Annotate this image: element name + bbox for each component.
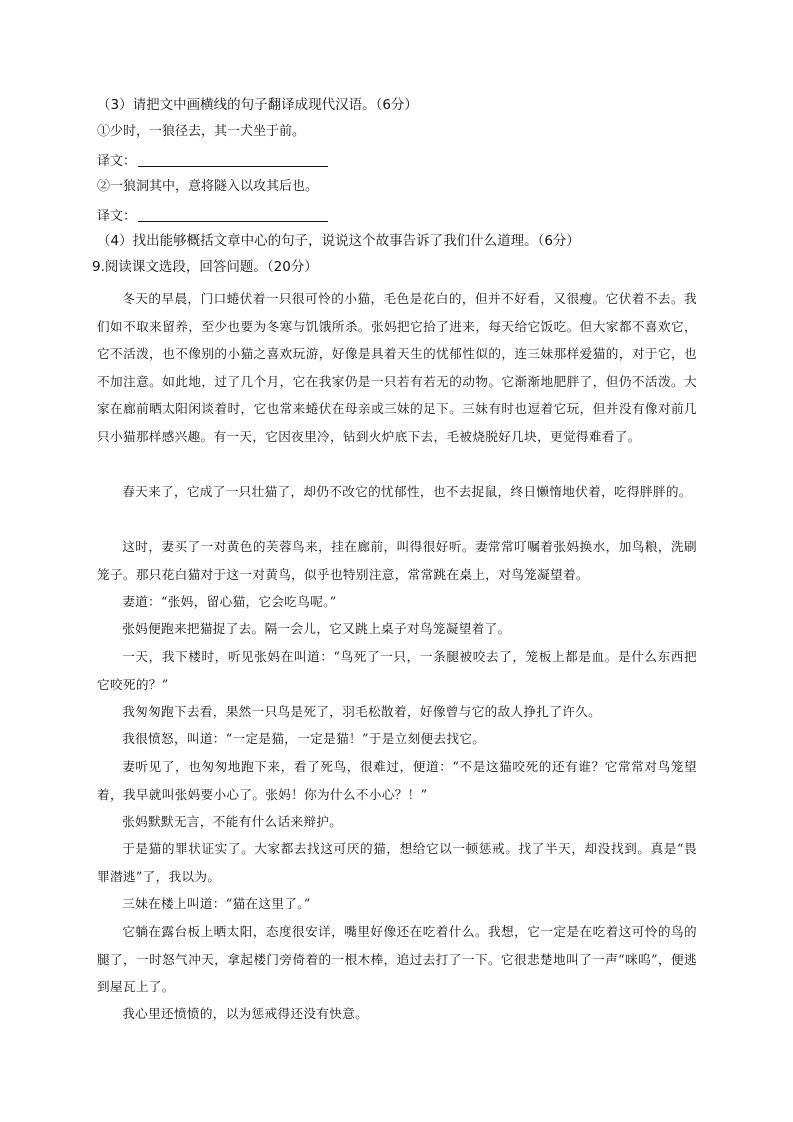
question-3-item-2: ②一狼洞其中，意将隧入以攻其后也。 [97,179,319,194]
passage-paragraph: 妻听见了，也匆匆地跑下来，看了死鸟，很难过，便道：“不是这猫咬死的还有谁？它常常对鸟笼望着，我早就叫张妈要小心了。张妈！你为什么不小心？！” [97,759,697,802]
question-9-prompt: 9.阅读课文选段，回答问题。（20分） [92,259,318,275]
translation-line-2 [97,207,697,225]
translation-label: 译文： [97,209,137,224]
passage-paragraph: 这时，妻买了一对黄色的芙蓉鸟来，挂在廊前，叫得很好听。妻常常叮嘱着张妈换水，加鸟粮，洗刷笼子。那只花白猫对于这一对黄鸟，似乎也特别注意，常常跳在桌上，对鸟笼凝望着。 [97,539,697,582]
passage-paragraph: 一天，我下楼时，听见张妈在叫道：“鸟死了一只，一条腿被咬去了，笼板上都是血。是什么东西把它咬死的？” [97,649,697,692]
question-3-prompt: （3）请把文中画横线的句子翻译成现代汉语。（6分） [97,97,418,113]
answer-blank-2 [138,207,328,222]
translation-label: 译文： [97,154,137,169]
passage-paragraph: 于是猫的罪状证实了。大家都去找这可厌的猫，想给它以一顿惩戒。找了半天，却没找到。真是“畏罪潜逃”了，我以为。 [97,841,697,884]
passage-paragraph: 三妹在楼上叫道：“猫在这里了。” [122,896,311,911]
passage-paragraph: 冬天的早晨，门口蜷伏着一只很可怜的小猫，毛色是花白的，但并不好看，又很瘦。它伏着不去。我们如不取来留养，至少也要为冬寒与饥饿所杀。张妈把它拾了进来，每天给它饭吃。但大家都不喜欢它，它不活泼，也不像别的小猫之喜欢玩游，好像是具着天生的忧郁性似的，连三妹那样爱猫的，对于它，也不加注意。如此地，过了几个月，它在我家仍是一只若有若无的动物。它渐渐地肥胖了，但仍不活泼。大家在廊前晒太阳闲谈着时，它也常来蜷伏在母亲或三妹的足下。三妹有时也逗着它玩，但并没有像对前几只小猫那样感兴趣。有一天，它因夜里冷，钻到火炉底下去，毛被烧脱好几块，更觉得难看了。 [97,291,697,444]
passage-paragraph: 我很愤怒，叫道：“一定是猫，一定是猫！”于是立刻便去找它。 [122,731,486,746]
passage-paragraph: 它躺在露台板上晒太阳，态度很安详，嘴里好像还在吃着什么。我想，它一定是在吃着这可怜的鸟的腿了，一时怒气冲天，拿起楼门旁倚着的一根木棒，追过去打了一下。它很悲楚地叫了一声“咪呜”，便逃到屋瓦上了。 [97,924,697,994]
passage-paragraph: 妻道：“张妈，留心猫，它会吃鸟呢。” [122,594,337,609]
question-3-item-1: ①少时，一狼径去，其一犬坐于前。 [97,124,306,139]
passage-paragraph: 我心里还愤愤的，以为惩戒得还没有快意。 [122,1006,369,1021]
translation-line-1 [97,152,697,170]
passage-paragraph: 张妈便跑来把猫捉了去。隔一会儿，它又跳上桌子对鸟笼凝望着了。 [122,621,511,636]
passage-paragraph: 张妈默默无言，不能有什么话来辩护。 [122,814,343,829]
question-4-prompt: （4）找出能够概括文章中心的句子，说说这个故事告诉了我们什么道理。（6分） [97,233,580,249]
passage-paragraph: 春天来了，它成了一只壮猫了，却仍不改它的忧郁性，也不去捉鼠，终日懒惰地伏着，吃得胖胖的。 [122,484,692,499]
passage-paragraph: 我匆匆跑下去看，果然一只鸟是死了，羽毛松散着，好像曾与它的敌人挣扎了许久。 [122,704,602,719]
answer-blank-1 [138,152,328,167]
